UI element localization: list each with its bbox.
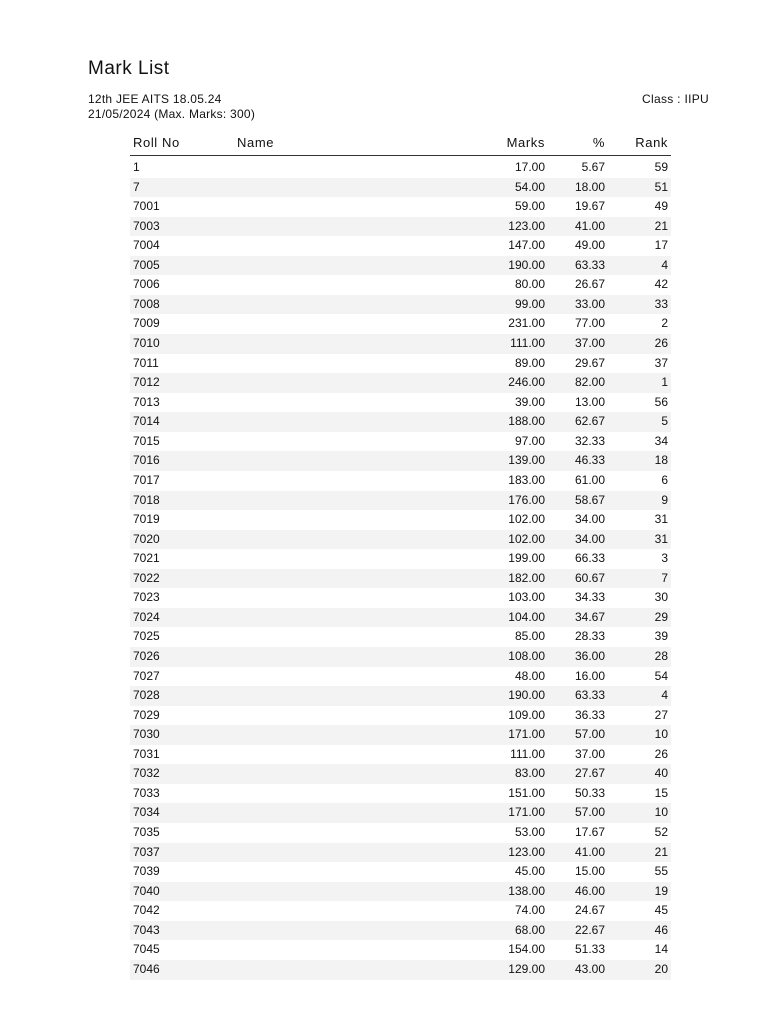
marks-cell: 183.00 xyxy=(508,472,545,487)
marks-cell: 176.00 xyxy=(508,492,545,507)
rank-cell: 21 xyxy=(654,218,668,233)
rank-cell: 31 xyxy=(654,512,668,527)
table-row xyxy=(130,412,671,432)
percent-cell: 77.00 xyxy=(574,316,605,331)
rank-cell: 14 xyxy=(654,942,668,957)
percent-cell: 5.67 xyxy=(581,160,605,174)
roll-no-cell: 7005 xyxy=(133,257,160,272)
roll-no-cell: 7019 xyxy=(133,512,160,527)
rank-cell: 7 xyxy=(661,570,668,585)
roll-no-cell: 7030 xyxy=(133,727,160,742)
rank-cell: 28 xyxy=(654,649,668,663)
percent-cell: 37.00 xyxy=(574,746,605,761)
table-row xyxy=(130,940,671,960)
percent-cell: 13.00 xyxy=(574,394,605,409)
table-row xyxy=(130,256,671,276)
roll-no-cell: 7008 xyxy=(133,296,160,311)
marks-cell: 109.00 xyxy=(508,707,545,722)
percent-cell: 16.00 xyxy=(574,668,605,683)
marks-cell: 171.00 xyxy=(508,805,545,820)
table-row xyxy=(130,471,671,491)
marks-cell: 74.00 xyxy=(514,903,545,918)
roll-no-cell: 1 xyxy=(133,160,140,174)
table-row xyxy=(130,921,671,941)
rank-cell: 19 xyxy=(654,883,668,898)
table-row xyxy=(130,686,671,706)
table-row xyxy=(130,784,671,804)
roll-no-cell: 7027 xyxy=(133,668,160,683)
roll-no-cell: 7014 xyxy=(133,414,160,429)
roll-no-cell: 7032 xyxy=(133,766,160,781)
rank-cell: 15 xyxy=(654,785,668,800)
marks-cell: 97.00 xyxy=(514,433,545,448)
roll-no-cell: 7013 xyxy=(133,394,160,409)
roll-no-cell: 7025 xyxy=(133,629,160,644)
rank-cell: 40 xyxy=(654,766,668,781)
table-row xyxy=(130,217,671,237)
roll-no-cell: 7031 xyxy=(133,746,160,761)
marks-cell: 199.00 xyxy=(508,551,545,566)
percent-cell: 50.33 xyxy=(574,785,605,800)
table-row xyxy=(130,334,671,354)
marks-cell: 188.00 xyxy=(508,414,545,429)
marks-cell: 111.00 xyxy=(510,336,545,351)
percent-cell: 15.00 xyxy=(574,864,605,879)
rank-cell: 1 xyxy=(661,375,668,390)
roll-no-cell: 7029 xyxy=(133,707,160,722)
rank-cell: 31 xyxy=(654,531,668,546)
roll-no-cell: 7016 xyxy=(133,453,160,468)
rank-cell: 46 xyxy=(654,922,668,937)
marks-cell: 139.00 xyxy=(508,453,545,468)
table-row xyxy=(130,627,671,647)
percent-cell: 28.33 xyxy=(574,629,605,644)
marks-cell: 99.00 xyxy=(514,296,545,311)
table-row xyxy=(130,569,671,589)
percent-cell: 17.67 xyxy=(574,825,605,840)
marks-cell: 123.00 xyxy=(508,218,545,233)
percent-cell: 32.33 xyxy=(574,433,605,448)
table-row xyxy=(130,803,671,823)
marks-cell: 102.00 xyxy=(508,531,545,546)
table-row xyxy=(130,158,671,178)
table-row xyxy=(130,745,671,765)
rank-cell: 51 xyxy=(654,179,668,194)
date-info: 21/05/2024 (Max. Marks: 300) xyxy=(88,107,256,121)
rank-cell: 27 xyxy=(654,707,668,722)
percent-cell: 57.00 xyxy=(574,805,605,820)
header-rank: Rank xyxy=(635,135,668,150)
percent-cell: 60.67 xyxy=(574,570,605,585)
table-header xyxy=(130,134,671,156)
exam-label: 12th JEE AITS 18.05.24 xyxy=(88,92,222,106)
roll-no-cell: 7018 xyxy=(133,492,160,507)
rank-cell: 21 xyxy=(654,844,668,859)
roll-no-cell: 7006 xyxy=(133,277,160,292)
rank-cell: 59 xyxy=(654,160,668,174)
table-row xyxy=(130,432,671,452)
table-row xyxy=(130,373,671,393)
header-roll-no: Roll No xyxy=(133,135,180,150)
header-marks: Marks xyxy=(506,135,545,150)
roll-no-cell: 7012 xyxy=(133,375,160,390)
percent-cell: 41.00 xyxy=(574,844,605,859)
rank-cell: 10 xyxy=(654,727,668,742)
marks-cell: 123.00 xyxy=(508,844,545,859)
roll-no-cell: 7039 xyxy=(133,864,160,879)
marks-cell: 53.00 xyxy=(514,825,545,840)
rank-cell: 37 xyxy=(654,355,668,370)
rank-cell: 5 xyxy=(661,414,668,429)
percent-cell: 27.67 xyxy=(574,766,605,781)
marks-cell: 129.00 xyxy=(508,961,545,976)
header-name: Name xyxy=(237,135,275,150)
roll-no-cell: 7043 xyxy=(133,922,160,937)
rank-cell: 39 xyxy=(654,629,668,644)
marks-cell: 102.00 xyxy=(508,512,545,527)
roll-no-cell: 7015 xyxy=(133,433,160,448)
table-row xyxy=(130,178,671,198)
marks-cell: 231.00 xyxy=(508,316,545,331)
percent-cell: 82.00 xyxy=(574,375,605,390)
table-row xyxy=(130,667,671,687)
rank-cell: 3 xyxy=(661,551,668,566)
marks-cell: 68.00 xyxy=(514,922,545,937)
roll-no-cell: 7009 xyxy=(133,316,160,331)
roll-no-cell: 7037 xyxy=(133,844,160,859)
roll-no-cell: 7003 xyxy=(133,218,160,233)
rank-cell: 30 xyxy=(654,590,668,605)
marks-cell: 190.00 xyxy=(508,688,545,703)
marks-cell: 182.00 xyxy=(508,570,545,585)
roll-no-cell: 7045 xyxy=(133,942,160,957)
marks-cell: 151.00 xyxy=(508,785,545,800)
percent-cell: 57.00 xyxy=(574,727,605,742)
marks-cell: 246.00 xyxy=(508,375,545,390)
marks-cell: 190.00 xyxy=(508,257,545,272)
percent-cell: 33.00 xyxy=(574,296,605,311)
percent-cell: 63.33 xyxy=(574,688,605,703)
percent-cell: 34.00 xyxy=(574,512,605,527)
percent-cell: 24.67 xyxy=(574,903,605,918)
percent-cell: 61.00 xyxy=(574,472,605,487)
marks-cell: 39.00 xyxy=(514,394,545,409)
rank-cell: 33 xyxy=(654,296,668,311)
marks-cell: 171.00 xyxy=(508,727,545,742)
rank-cell: 6 xyxy=(661,472,668,487)
roll-no-cell: 7034 xyxy=(133,805,160,820)
percent-cell: 43.00 xyxy=(574,961,605,976)
roll-no-cell: 7040 xyxy=(133,883,160,898)
roll-no-cell: 7017 xyxy=(133,472,160,487)
marks-cell: 89.00 xyxy=(514,355,545,370)
percent-cell: 22.67 xyxy=(574,922,605,937)
percent-cell: 63.33 xyxy=(574,257,605,272)
marks-cell: 138.00 xyxy=(508,883,545,898)
marks-cell: 45.00 xyxy=(514,864,545,879)
roll-no-cell: 7001 xyxy=(133,199,160,214)
rank-cell: 4 xyxy=(661,688,668,703)
table-row xyxy=(130,275,671,295)
table-row xyxy=(130,451,671,471)
roll-no-cell: 7021 xyxy=(133,551,160,566)
rank-cell: 2 xyxy=(661,316,668,331)
table-row xyxy=(130,197,671,217)
table-row xyxy=(130,549,671,569)
rank-cell: 4 xyxy=(661,257,668,272)
rank-cell: 26 xyxy=(654,336,668,351)
table-row xyxy=(130,647,671,667)
roll-no-cell: 7004 xyxy=(133,238,160,253)
percent-cell: 19.67 xyxy=(574,199,605,214)
percent-cell: 29.67 xyxy=(574,355,605,370)
percent-cell: 41.00 xyxy=(574,218,605,233)
table-row xyxy=(130,314,671,334)
roll-no-cell: 7033 xyxy=(133,785,160,800)
table-row xyxy=(130,862,671,882)
table-row xyxy=(130,295,671,315)
table-row xyxy=(130,706,671,726)
percent-cell: 46.33 xyxy=(574,453,605,468)
marks-cell: 111.00 xyxy=(510,746,545,761)
table-row xyxy=(130,393,671,413)
roll-no-cell: 7010 xyxy=(133,336,160,351)
percent-cell: 66.33 xyxy=(574,551,605,566)
table-row xyxy=(130,608,671,628)
rank-cell: 55 xyxy=(654,864,668,879)
page-title: Mark List xyxy=(88,58,170,79)
roll-no-cell: 7022 xyxy=(133,570,160,585)
rank-cell: 9 xyxy=(661,492,668,507)
rank-cell: 18 xyxy=(654,453,668,468)
rank-cell: 29 xyxy=(654,609,668,624)
table-row xyxy=(130,491,671,511)
table-row xyxy=(130,764,671,784)
percent-cell: 46.00 xyxy=(574,883,605,898)
percent-cell: 51.33 xyxy=(574,942,605,957)
roll-no-cell: 7011 xyxy=(133,355,159,370)
marks-cell: 147.00 xyxy=(508,238,545,253)
marks-cell: 85.00 xyxy=(514,629,545,644)
roll-no-cell: 7024 xyxy=(133,609,160,624)
percent-cell: 26.67 xyxy=(574,277,605,292)
rank-cell: 17 xyxy=(654,238,668,253)
roll-no-cell: 7046 xyxy=(133,961,160,976)
table-row xyxy=(130,354,671,374)
marks-cell: 154.00 xyxy=(508,942,545,957)
table-row xyxy=(130,823,671,843)
roll-no-cell: 7042 xyxy=(133,903,160,918)
table-row xyxy=(130,530,671,550)
table-row xyxy=(130,843,671,863)
rank-cell: 54 xyxy=(654,668,668,683)
rank-cell: 26 xyxy=(654,746,668,761)
roll-no-cell: 7023 xyxy=(133,590,160,605)
marks-cell: 103.00 xyxy=(508,590,545,605)
table-row xyxy=(130,236,671,256)
roll-no-cell: 7020 xyxy=(133,531,160,546)
marks-cell: 108.00 xyxy=(508,649,545,663)
rank-cell: 56 xyxy=(654,394,668,409)
percent-cell: 37.00 xyxy=(574,336,605,351)
table-row xyxy=(130,882,671,902)
table-row xyxy=(130,901,671,921)
marks-cell: 48.00 xyxy=(514,668,545,683)
roll-no-cell: 7 xyxy=(133,179,140,194)
percent-cell: 36.33 xyxy=(574,707,605,722)
table-row xyxy=(130,510,671,530)
rank-cell: 10 xyxy=(654,805,668,820)
table-row xyxy=(130,960,671,980)
rank-cell: 45 xyxy=(654,903,668,918)
table-row xyxy=(130,588,671,608)
marks-cell: 80.00 xyxy=(514,277,545,292)
rank-cell: 20 xyxy=(654,961,668,976)
marks-cell: 54.00 xyxy=(514,179,545,194)
rank-cell: 34 xyxy=(654,433,668,448)
percent-cell: 36.00 xyxy=(574,649,605,663)
roll-no-cell: 7035 xyxy=(133,825,160,840)
rank-cell: 49 xyxy=(654,199,668,214)
marks-cell: 59.00 xyxy=(514,199,545,214)
percent-cell: 18.00 xyxy=(574,179,605,194)
percent-cell: 62.67 xyxy=(574,414,605,429)
table-row xyxy=(130,725,671,745)
marks-cell: 17.00 xyxy=(514,160,545,174)
percent-cell: 34.33 xyxy=(574,590,605,605)
class-label: Class : IIPU xyxy=(642,92,709,106)
percent-cell: 49.00 xyxy=(574,238,605,253)
percent-cell: 58.67 xyxy=(574,492,605,507)
rank-cell: 42 xyxy=(654,277,668,292)
percent-cell: 34.00 xyxy=(574,531,605,546)
roll-no-cell: 7026 xyxy=(133,649,160,663)
percent-cell: 34.67 xyxy=(574,609,605,624)
roll-no-cell: 7028 xyxy=(133,688,160,703)
marks-cell: 83.00 xyxy=(514,766,545,781)
marks-cell: 104.00 xyxy=(508,609,545,624)
header-percent: % xyxy=(592,135,605,150)
rank-cell: 52 xyxy=(654,825,668,840)
